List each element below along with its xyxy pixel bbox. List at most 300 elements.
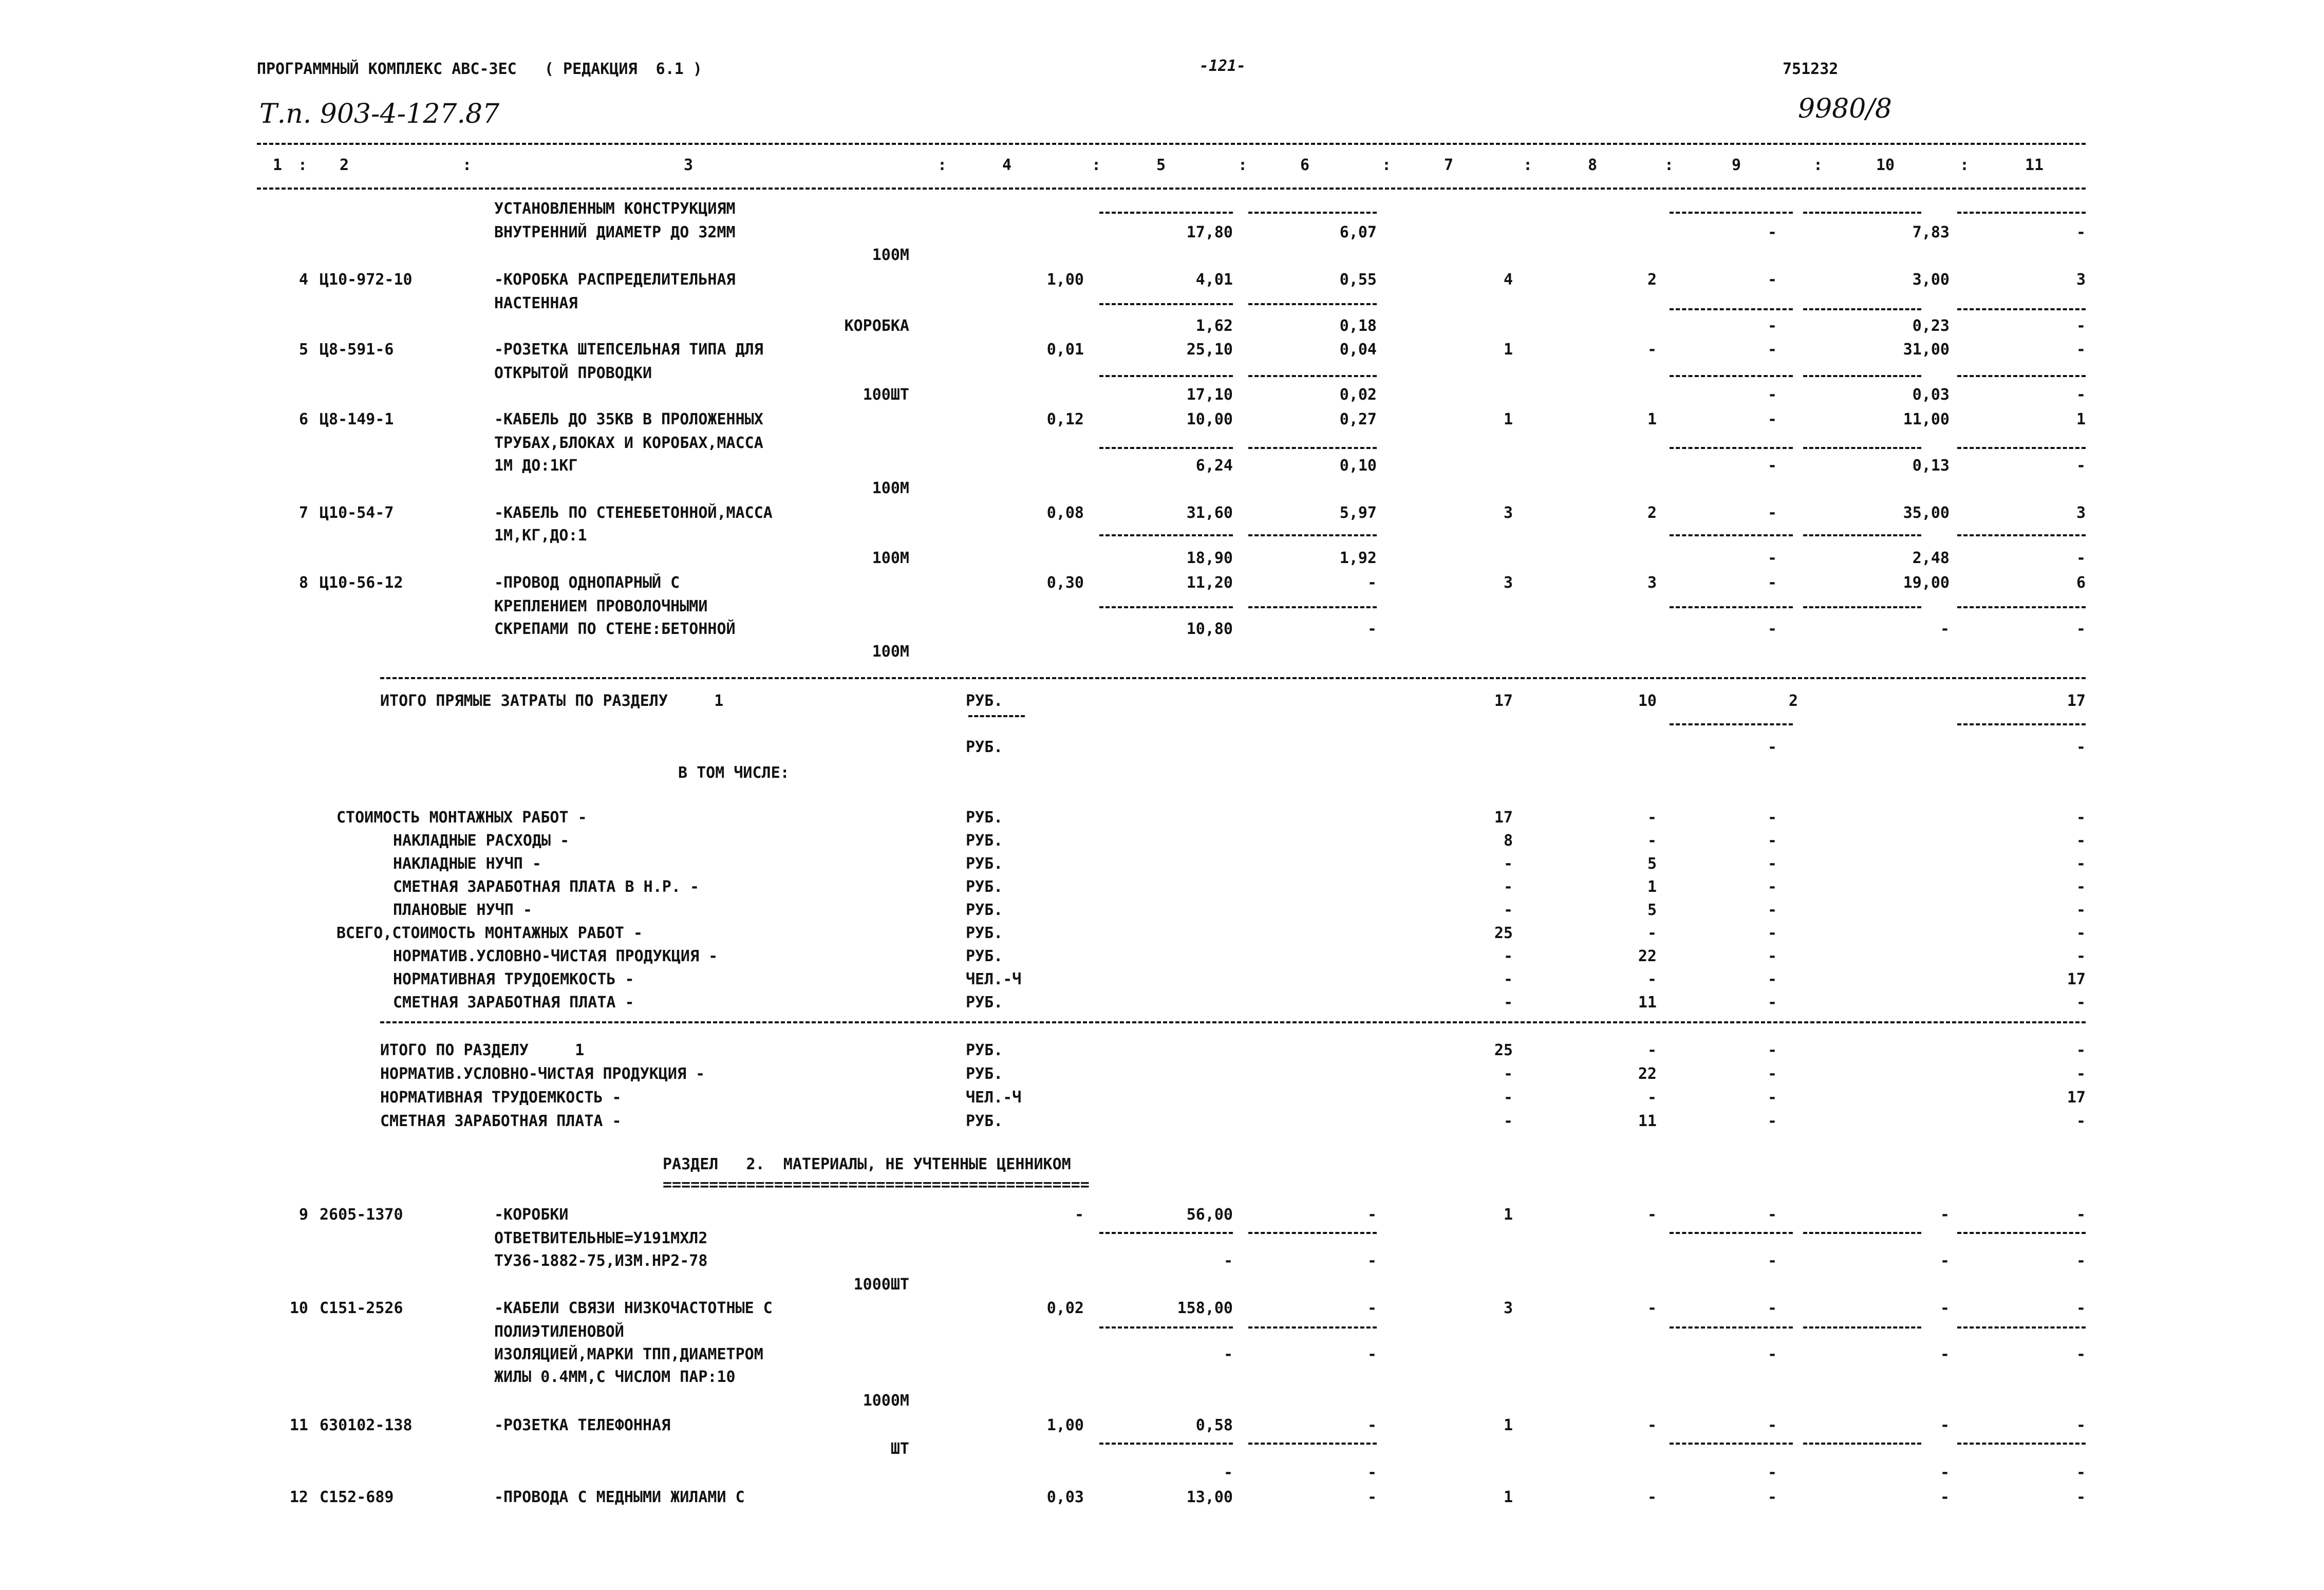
column-number-1: 1 xyxy=(272,156,283,174)
unit-label: РУБ. xyxy=(966,692,1003,710)
value-col-6: - xyxy=(1367,620,1377,638)
value-col-11: 6 xyxy=(2076,574,2086,592)
value-col-9: - xyxy=(1767,410,1777,428)
row-number: 8 xyxy=(298,574,308,592)
value-col-10: - xyxy=(1940,1488,1950,1506)
summary-label: СТОИМОСТЬ МОНТАЖНЫХ РАБОТ - xyxy=(336,809,587,827)
unit-of-measure: КОРОБКА xyxy=(844,317,909,335)
value-rule xyxy=(1248,1232,1377,1234)
value-col-10: 11,00 xyxy=(1903,410,1950,428)
work-description: -ПРОВОД ОДНОПАРНЫЙ С xyxy=(494,574,680,592)
row-number: 9 xyxy=(298,1206,308,1224)
value-col-6: 6,07 xyxy=(1339,223,1377,241)
work-description: ЖИЛЫ 0.4ММ,С ЧИСЛОМ ПАР:10 xyxy=(494,1368,736,1386)
value-col-11: - xyxy=(2076,317,2086,335)
value-rule xyxy=(1248,447,1377,449)
value-col-11: - xyxy=(2076,1065,2086,1083)
value-col-7: - xyxy=(1503,1112,1513,1130)
value-col-9: - xyxy=(1767,901,1777,919)
unit-label: РУБ. xyxy=(966,1065,1003,1083)
value-col-9: - xyxy=(1767,855,1777,873)
unit-label: РУБ. xyxy=(966,738,1003,756)
value-col-11: 3 xyxy=(2076,271,2086,289)
column-number-8: 8 xyxy=(1587,156,1598,174)
row-number: 11 xyxy=(289,1416,308,1434)
row-number: 4 xyxy=(298,271,308,289)
value-col-10: - xyxy=(1940,1252,1950,1270)
summary-label: НОРМАТИВ.УСЛОВНО-ЧИСТАЯ ПРОДУКЦИЯ - xyxy=(393,947,718,965)
value-col-9: - xyxy=(1767,1206,1777,1224)
value-col-6: 1,92 xyxy=(1339,549,1377,567)
page-number: -121- xyxy=(1199,57,1246,75)
unit-label: РУБ. xyxy=(966,994,1003,1012)
value-col-11: 17 xyxy=(2067,1089,2086,1107)
value-col-10: 0,23 xyxy=(1912,317,1950,335)
value-rule xyxy=(1803,1326,1921,1329)
value-col-8: - xyxy=(1647,809,1657,827)
value-col-9: - xyxy=(1767,994,1777,1012)
project-number: Т.п. 903-4-127.87 xyxy=(259,99,500,129)
section-rule xyxy=(380,1021,2086,1023)
price-code: 2605-1370 xyxy=(320,1206,403,1224)
work-description: -КОРОБКИ xyxy=(494,1206,569,1224)
value-col-11: - xyxy=(2076,855,2086,873)
value-col-9: - xyxy=(1767,1345,1777,1363)
value-col-8: 22 xyxy=(1638,1065,1657,1083)
value-col-5: 17,80 xyxy=(1186,223,1233,241)
including-heading: В ТОМ ЧИСЛЕ: xyxy=(678,764,790,782)
column-number-2: 2 xyxy=(339,156,349,174)
unit-label: РУБ. xyxy=(966,924,1003,942)
value-col-9: - xyxy=(1767,1464,1777,1482)
value-col-7: 3 xyxy=(1503,1299,1513,1317)
value-col-7: 8 xyxy=(1503,832,1513,850)
work-description: ОТКРЫТОЙ ПРОВОДКИ xyxy=(494,364,652,382)
summary-label: СМЕТНАЯ ЗАРАБОТНАЯ ПЛАТА - xyxy=(393,994,634,1012)
value-col-7: 3 xyxy=(1503,504,1513,522)
column-separator: : xyxy=(1664,156,1674,174)
value-col-6: - xyxy=(1367,1252,1377,1270)
price-code: 630102-138 xyxy=(320,1416,413,1434)
price-code: Ц8-591-6 xyxy=(320,341,394,359)
summary-label: НАКЛАДНЫЕ РАСХОДЫ - xyxy=(393,832,570,850)
value-rule xyxy=(1957,1232,2086,1234)
value-col-10: - xyxy=(1940,1206,1950,1224)
value-col-9: - xyxy=(1767,1416,1777,1434)
value-col-5: 11,20 xyxy=(1186,574,1233,592)
column-number-9: 9 xyxy=(1731,156,1741,174)
program-title: ПРОГРАММНЫЙ КОМПЛЕКС АВС-3ЕС ( РЕДАКЦИЯ 6.1 ) xyxy=(257,60,702,78)
value-col-9: - xyxy=(1767,738,1777,756)
value-col-5: - xyxy=(1223,1464,1233,1482)
value-col-5: 13,00 xyxy=(1186,1488,1233,1506)
sheet-number: 9980/8 xyxy=(1798,93,1892,124)
value-col-9: - xyxy=(1767,1065,1777,1083)
value-col-9: - xyxy=(1767,457,1777,475)
section-total-label: НОРМАТИВ.УСЛОВНО-ЧИСТАЯ ПРОДУКЦИЯ - xyxy=(380,1065,705,1083)
value-col-6: - xyxy=(1367,1416,1377,1434)
summary-label: СМЕТНАЯ ЗАРАБОТНАЯ ПЛАТА В Н.Р. - xyxy=(393,878,700,896)
unit-of-measure: 100М xyxy=(872,549,909,567)
price-code: С152-689 xyxy=(320,1488,394,1506)
value-col-6: - xyxy=(1367,1299,1377,1317)
value-col-9: - xyxy=(1767,809,1777,827)
section-rule xyxy=(380,677,2086,679)
value-col-10: 0,03 xyxy=(1912,386,1950,404)
value-col-6: 0,04 xyxy=(1339,341,1377,359)
value-col-6: 0,18 xyxy=(1339,317,1377,335)
value-col-11: - xyxy=(2076,738,2086,756)
section-total-label: ИТОГО ПО РАЗДЕЛУ 1 xyxy=(380,1041,585,1059)
value-col-6: - xyxy=(1367,1345,1377,1363)
value-col-9: - xyxy=(1767,832,1777,850)
value-col-7: - xyxy=(1503,1089,1513,1107)
value-col-7: 4 xyxy=(1503,271,1513,289)
value-col-9: - xyxy=(1767,947,1777,965)
value-col-11: - xyxy=(2076,809,2086,827)
value-rule xyxy=(1670,447,1793,449)
value-col-11: - xyxy=(2076,1252,2086,1270)
work-description: -КАБЕЛИ СВЯЗИ НИЗКОЧАСТОТНЫЕ С xyxy=(494,1299,773,1317)
value-col-11: - xyxy=(2076,901,2086,919)
value-rule xyxy=(1248,534,1377,536)
value-rule xyxy=(1099,606,1233,608)
section-total-label: СМЕТНАЯ ЗАРАБОТНАЯ ПЛАТА - xyxy=(380,1112,622,1130)
price-code: Ц10-56-12 xyxy=(320,574,403,592)
value-col-11: - xyxy=(2076,878,2086,896)
value-col-7: - xyxy=(1503,901,1513,919)
value-col-8: - xyxy=(1647,341,1657,359)
value-rule xyxy=(1099,1443,1233,1445)
unit-label: РУБ. xyxy=(966,878,1003,896)
value-rule xyxy=(1803,308,1921,310)
value-rule xyxy=(1248,606,1377,608)
value-rule xyxy=(1099,447,1233,449)
value-col-8: 2 xyxy=(1647,271,1657,289)
value-rule xyxy=(1957,212,2086,214)
value-col-8: 1 xyxy=(1647,410,1657,428)
value-col-4: - xyxy=(1074,1206,1084,1224)
value-rule xyxy=(1803,447,1921,449)
value-col-5: 31,60 xyxy=(1186,504,1233,522)
value-col-11: - xyxy=(2076,620,2086,638)
work-description: ИЗОЛЯЦИЕЙ,МАРКИ ТПП,ДИАМЕТРОМ xyxy=(494,1345,763,1363)
unit-of-measure: 100ШТ xyxy=(863,386,909,404)
value-col-10: - xyxy=(1940,1299,1950,1317)
value-col-5: 158,00 xyxy=(1177,1299,1233,1317)
work-description: -КАБЕЛЬ ДО 35КВ В ПРОЛОЖЕННЫХ xyxy=(494,410,763,428)
value-col-9: - xyxy=(1767,1112,1777,1130)
value-col-11: - xyxy=(2076,1416,2086,1434)
value-col-11: - xyxy=(2076,1041,2086,1059)
work-description: СКРЕПАМИ ПО СТЕНЕ:БЕТОННОЙ xyxy=(494,620,736,638)
value-rule xyxy=(1957,534,2086,536)
value-col-11: 1 xyxy=(2076,410,2086,428)
value-col-11: - xyxy=(2076,924,2086,942)
work-description: -РОЗЕТКА ШТЕПСЕЛЬНАЯ ТИПА ДЛЯ xyxy=(494,341,763,359)
value-col-7: 25 xyxy=(1494,924,1513,942)
total-direct-label: ИТОГО ПРЯМЫЕ ЗАТРАТЫ ПО РАЗДЕЛУ 1 xyxy=(380,692,724,710)
value-rule xyxy=(1670,308,1793,310)
work-description: -ПРОВОДА С МЕДНЫМИ ЖИЛАМИ С xyxy=(494,1488,745,1506)
value-col-9: - xyxy=(1767,317,1777,335)
value-rule xyxy=(1803,1443,1921,1445)
value-col-5: 10,00 xyxy=(1186,410,1233,428)
summary-label: ПЛАНОВЫЕ НУЧП - xyxy=(393,901,532,919)
value-col-8: - xyxy=(1647,1041,1657,1059)
price-code: Ц10-54-7 xyxy=(320,504,394,522)
value-col-10: - xyxy=(1940,1464,1950,1482)
value-rule xyxy=(1099,303,1233,305)
value-col-7: 3 xyxy=(1503,574,1513,592)
value-col-9: 2 xyxy=(1788,692,1798,710)
value-col-9: - xyxy=(1767,574,1777,592)
header-rule-top xyxy=(257,143,2086,145)
unit-label: ЧЕЛ.-Ч xyxy=(966,1089,1022,1107)
column-number-3: 3 xyxy=(683,156,694,174)
work-description: -РОЗЕТКА ТЕЛЕФОННАЯ xyxy=(494,1416,671,1434)
value-col-11: - xyxy=(2076,1464,2086,1482)
value-col-8: - xyxy=(1647,970,1657,988)
value-col-6: 0,02 xyxy=(1339,386,1377,404)
value-col-4: 0,02 xyxy=(1046,1299,1084,1317)
value-col-11: - xyxy=(2076,1345,2086,1363)
value-rule xyxy=(1957,1326,2086,1329)
value-col-10: 0,13 xyxy=(1912,457,1950,475)
row-number: 7 xyxy=(298,504,308,522)
value-col-4: 1,00 xyxy=(1046,271,1084,289)
column-separator: : xyxy=(1960,156,1970,174)
work-description: ВНУТРЕННИЙ ДИАМЕТР ДО 32ММ xyxy=(494,223,736,241)
value-col-7: - xyxy=(1503,878,1513,896)
price-code: С151-2526 xyxy=(320,1299,403,1317)
value-rule xyxy=(1670,1232,1793,1234)
value-col-6: - xyxy=(1367,1488,1377,1506)
value-rule xyxy=(1670,606,1793,608)
value-col-11: 3 xyxy=(2076,504,2086,522)
value-col-7: - xyxy=(1503,1065,1513,1083)
unit-of-measure: 1000М xyxy=(863,1392,909,1410)
column-number-6: 6 xyxy=(1300,156,1310,174)
work-description: 1М,КГ,ДО:1 xyxy=(494,527,587,545)
unit-rule xyxy=(968,715,1025,717)
value-col-8: 5 xyxy=(1647,855,1657,873)
summary-label: НОРМАТИВНАЯ ТРУДОЕМКОСТЬ - xyxy=(393,970,634,988)
value-col-11: - xyxy=(2076,1206,2086,1224)
value-col-5: 10,80 xyxy=(1186,620,1233,638)
value-rule xyxy=(1099,1232,1233,1234)
unit-label: РУБ. xyxy=(966,901,1003,919)
value-col-7: 1 xyxy=(1503,1488,1513,1506)
value-col-7: 1 xyxy=(1503,1206,1513,1224)
unit-label: РУБ. xyxy=(966,855,1003,873)
value-col-8: 1 xyxy=(1647,878,1657,896)
value-rule xyxy=(1803,212,1921,214)
value-col-8: 11 xyxy=(1638,1112,1657,1130)
value-col-10: 3,00 xyxy=(1912,271,1950,289)
value-rule xyxy=(1670,1443,1793,1445)
work-description: ТУ36-1882-75,ИЗМ.НР2-78 xyxy=(494,1252,708,1270)
value-col-5: - xyxy=(1223,1252,1233,1270)
unit-of-measure: 100М xyxy=(872,643,909,661)
value-col-7: 17 xyxy=(1494,692,1513,710)
value-col-7: 1 xyxy=(1503,341,1513,359)
value-col-6: 0,27 xyxy=(1339,410,1377,428)
value-rule xyxy=(1670,534,1793,536)
value-rule xyxy=(1803,375,1921,377)
section-total-label: НОРМАТИВНАЯ ТРУДОЕМКОСТЬ - xyxy=(380,1089,622,1107)
value-col-8: 5 xyxy=(1647,901,1657,919)
value-col-9: - xyxy=(1767,271,1777,289)
value-col-8: 10 xyxy=(1638,692,1657,710)
row-number: 10 xyxy=(289,1299,308,1317)
column-separator: : xyxy=(1092,156,1101,174)
value-rule xyxy=(1099,1326,1233,1329)
value-col-9: - xyxy=(1767,620,1777,638)
value-rule xyxy=(1099,212,1233,214)
column-separator: : xyxy=(1813,156,1823,174)
row-number: 5 xyxy=(298,341,308,359)
value-col-8: - xyxy=(1647,1416,1657,1434)
work-description: -КОРОБКА РАСПРЕДЕЛИТЕЛЬНАЯ xyxy=(494,271,736,289)
value-col-5: 6,24 xyxy=(1195,457,1233,475)
value-col-5: 18,90 xyxy=(1186,549,1233,567)
summary-label: НАКЛАДНЫЕ НУЧП - xyxy=(393,855,541,873)
value-col-10: 19,00 xyxy=(1903,574,1950,592)
value-rule xyxy=(1670,1326,1793,1329)
value-rule xyxy=(1248,212,1377,214)
unit-label: РУБ. xyxy=(966,832,1003,850)
value-col-7: 1 xyxy=(1503,1416,1513,1434)
value-col-9: - xyxy=(1767,504,1777,522)
unit-label: РУБ. xyxy=(966,947,1003,965)
value-col-9: - xyxy=(1767,1089,1777,1107)
column-number-5: 5 xyxy=(1156,156,1166,174)
work-description: ТРУБАХ,БЛОКАХ И КОРОБАХ,МАССА xyxy=(494,434,763,452)
value-col-11: - xyxy=(2076,832,2086,850)
unit-label: РУБ. xyxy=(966,1041,1003,1059)
work-description: НАСТЕННАЯ xyxy=(494,294,578,312)
value-col-9: - xyxy=(1767,1041,1777,1059)
value-rule xyxy=(1248,1443,1377,1445)
value-col-10: 35,00 xyxy=(1903,504,1950,522)
unit-of-measure: ШТ xyxy=(890,1440,909,1458)
value-col-4: 0,01 xyxy=(1046,341,1084,359)
column-separator: : xyxy=(1523,156,1533,174)
column-number-10: 10 xyxy=(1876,156,1895,174)
value-col-7: 25 xyxy=(1494,1041,1513,1059)
value-rule xyxy=(1957,308,2086,310)
value-col-8: - xyxy=(1647,924,1657,942)
value-rule xyxy=(1248,375,1377,377)
work-description: ПОЛИЭТИЛЕНОВОЙ xyxy=(494,1323,624,1341)
value-col-6: - xyxy=(1367,574,1377,592)
price-code: Ц8-149-1 xyxy=(320,410,394,428)
value-col-6: 5,97 xyxy=(1339,504,1377,522)
value-col-8: - xyxy=(1647,1206,1657,1224)
value-rule xyxy=(1099,375,1233,377)
value-col-11: 17 xyxy=(2067,692,2086,710)
value-col-11: - xyxy=(2076,1112,2086,1130)
value-col-10: 7,83 xyxy=(1912,223,1950,241)
value-col-8: - xyxy=(1647,832,1657,850)
value-col-11: - xyxy=(2076,947,2086,965)
column-separator: : xyxy=(1382,156,1392,174)
work-description: УСТАНОВЛЕННЫМ КОНСТРУКЦИЯМ xyxy=(494,200,736,218)
value-col-4: 0,08 xyxy=(1046,504,1084,522)
unit-of-measure: 100М xyxy=(872,479,909,497)
column-separator: : xyxy=(1238,156,1248,174)
value-col-9: - xyxy=(1767,1252,1777,1270)
value-col-11: 17 xyxy=(2067,970,2086,988)
value-col-4: 0,30 xyxy=(1046,574,1084,592)
value-rule xyxy=(1670,212,1793,214)
value-col-9: - xyxy=(1767,970,1777,988)
value-col-11: - xyxy=(2076,549,2086,567)
value-col-8: - xyxy=(1647,1089,1657,1107)
value-rule xyxy=(1803,1232,1921,1234)
column-separator: : xyxy=(462,156,472,174)
value-col-7: - xyxy=(1503,970,1513,988)
value-col-7: - xyxy=(1503,994,1513,1012)
doc-code: 751232 xyxy=(1783,60,1839,78)
value-col-11: - xyxy=(2076,386,2086,404)
unit-of-measure: 1000ШТ xyxy=(853,1276,909,1294)
row-number: 6 xyxy=(298,410,308,428)
value-col-4: 0,03 xyxy=(1046,1488,1084,1506)
value-col-9: - xyxy=(1767,549,1777,567)
value-col-5: 25,10 xyxy=(1186,341,1233,359)
row-number: 12 xyxy=(289,1488,308,1506)
section-2-underline: ============================================== xyxy=(663,1176,1090,1194)
value-rule xyxy=(1248,1326,1377,1329)
value-col-11: - xyxy=(2076,1299,2086,1317)
value-col-4: 0,12 xyxy=(1046,410,1084,428)
value-col-5: 4,01 xyxy=(1195,271,1233,289)
unit-label: РУБ. xyxy=(966,809,1003,827)
value-rule xyxy=(1957,375,2086,377)
value-col-9: - xyxy=(1767,878,1777,896)
value-rule xyxy=(1803,534,1921,536)
value-col-7: - xyxy=(1503,947,1513,965)
value-col-6: - xyxy=(1367,1464,1377,1482)
column-separator: : xyxy=(298,156,308,174)
value-col-9: - xyxy=(1767,924,1777,942)
value-col-6: 0,55 xyxy=(1339,271,1377,289)
value-rule xyxy=(1957,723,2086,725)
value-col-11: - xyxy=(2076,457,2086,475)
value-col-8: 2 xyxy=(1647,504,1657,522)
column-number-7: 7 xyxy=(1444,156,1454,174)
value-col-11: - xyxy=(2076,1488,2086,1506)
work-description: -КАБЕЛЬ ПО СТЕНЕБЕТОННОЙ,МАССА xyxy=(494,504,773,522)
value-col-8: 11 xyxy=(1638,994,1657,1012)
value-col-5: 1,62 xyxy=(1195,317,1233,335)
value-col-8: 22 xyxy=(1638,947,1657,965)
value-rule xyxy=(1248,303,1377,305)
value-col-8: - xyxy=(1647,1488,1657,1506)
value-col-11: - xyxy=(2076,994,2086,1012)
work-description: ОТВЕТВИТЕЛЬНЫЕ=У191МХЛ2 xyxy=(494,1229,708,1247)
value-rule xyxy=(1957,447,2086,449)
value-rule xyxy=(1957,1443,2086,1445)
value-col-9: - xyxy=(1767,341,1777,359)
value-col-10: - xyxy=(1940,1416,1950,1434)
value-col-9: - xyxy=(1767,223,1777,241)
value-rule xyxy=(1670,723,1793,725)
value-col-5: 0,58 xyxy=(1195,1416,1233,1434)
value-col-10: - xyxy=(1940,1345,1950,1363)
